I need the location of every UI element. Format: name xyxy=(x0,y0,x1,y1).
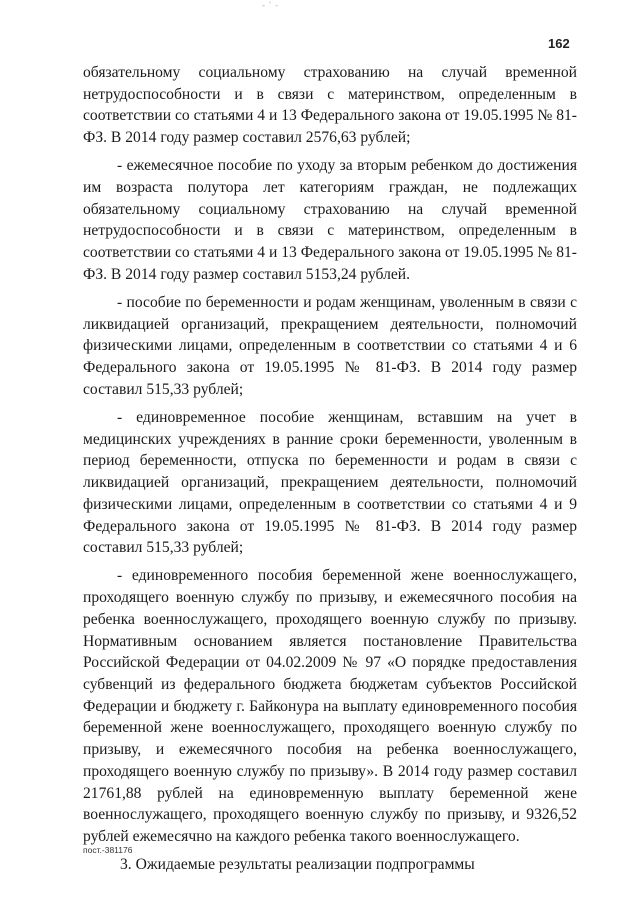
section-heading: 3. Ожидаемые результаты реализации подпрограммы xyxy=(120,856,475,874)
page-number: 162 xyxy=(548,36,570,51)
paragraph-continuation: обязательному социальному страхованию на случай временной нетрудоспособности и в связи с материнством, определенным в соответствии со статьями 4 и 13 Федерального закона от 19.05.1995 № 81-ФЗ. В 2014 году размер составил 2576,63 рублей; xyxy=(83,64,577,147)
top-mark: - ' - xyxy=(262,0,280,10)
footer-mark: пост.-381176 xyxy=(83,845,133,855)
paragraph-maternity-allowance: - пособие по беременности и родам женщинам, уволенным в связи с ликвидацией организаций, прекращением деятельности, полномочий физическими лицами, определенным в соответствии со статьями 4 и 6 Федерального закона от 19.05.1995 № 81-ФЗ. В 2014 году размер составил 515,33 рублей; xyxy=(83,294,577,398)
paragraph-monthly-allowance: - ежемесячное пособие по уходу за вторым ребенком до достижения им возраста полутора лет категориям граждан, не подлежащих обязательному социальному страхованию на случай временной нетрудоспособности и в связи с материнством, определенным в соответствии со статьями 4 и 13 Федерального закона от 19.05.1995 № 81-ФЗ. В 2014 году размер составил 5153,24 рублей. xyxy=(83,157,577,283)
paragraph-early-registration-allowance: - единовременное пособие женщинам, вставшим на учет в медицинских учреждениях в ранние сроки беременности, уволенным в период беременности, отпуска по беременности и родам в связи с ликвидацией организаций, прекращением деятельности, полномочий физическими лицами, определенным в соответствии со статьями 4 и 9 Федерального закона от 19.05.1995 № 81-ФЗ. В 2014 году размер составил 515,33 рублей; xyxy=(83,409,577,557)
paragraph-military-spouse-allowance: - единовременного пособия беременной жене военнослужащего, проходящего военную службу по призыву, и ежемесячного пособия на ребенка военнослужащего, проходящего военную службу по призыву. Нормативным основанием является постановление Правительства Российской Федерации от 04.02.2009 № 97 «О порядке предоставления субвенций из федерального бюджета бюджетам субъектов Российской Федерации и бюджету г. Байконура на выплату единовременного пособия беременной жене военнослужащего, проходящего военную службу по призыву, и ежемесячного пособия на ребенка военнослужащего, проходящего военную службу по призыву». В 2014 году размер составил 21761,88 рублей на единовременную выплату беременной жене военнослужащего, проходящего военную службу по призыву, и 9326,52 рублей ежемесячно на каждого ребенка такого военнослужащего. xyxy=(83,567,577,845)
document-body xyxy=(83,62,577,882)
